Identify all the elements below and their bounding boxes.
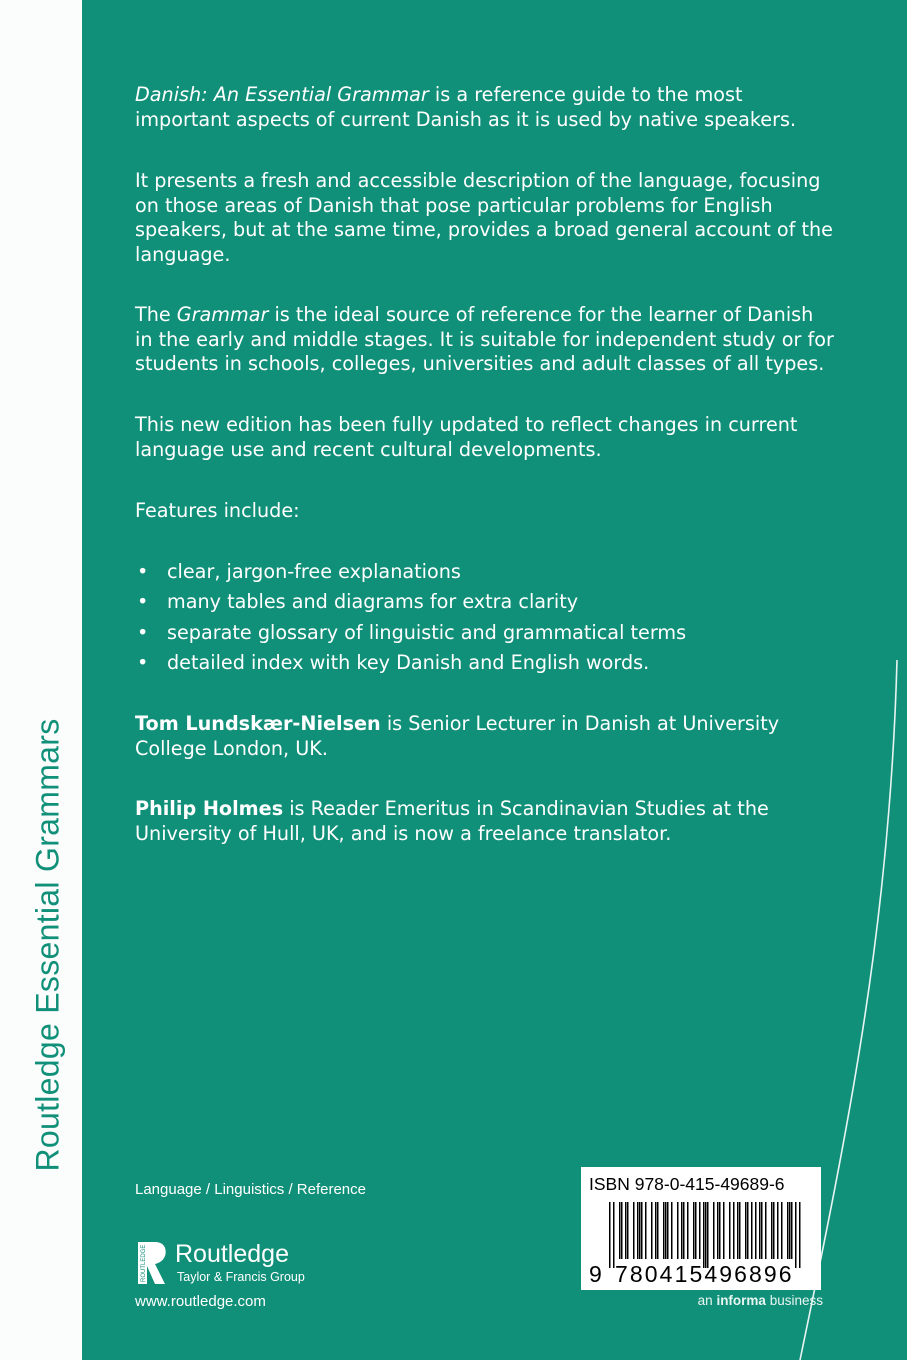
barcode-bar — [745, 1202, 747, 1259]
barcode-bar — [677, 1202, 679, 1259]
barcode-bar — [671, 1202, 673, 1259]
spine — [0, 0, 82, 1360]
barcode-bar — [705, 1202, 707, 1268]
barcode-bar — [663, 1202, 665, 1259]
isbn-label: ISBN 978-0-415-49689-6 — [589, 1174, 785, 1194]
barcode-bar — [627, 1202, 629, 1259]
barcode-bar — [713, 1202, 715, 1259]
author-name: Tom Lundskær-Nielsen — [135, 712, 381, 735]
edition-paragraph: This new edition has been fully updated to reflect changes in current language use and recent cultural developments. — [135, 413, 798, 461]
barcode-bar — [773, 1202, 775, 1259]
barcode-bar — [621, 1202, 623, 1259]
publisher-group: Taylor & Francis Group — [177, 1270, 305, 1284]
barcode-bar — [699, 1202, 701, 1259]
author-name: Philip Holmes — [135, 797, 284, 820]
barcode-bar — [707, 1202, 709, 1268]
logo-mark-text: ROUTLEDGE — [141, 1244, 147, 1282]
book-title-italic: Danish: An Essential Grammar — [135, 83, 429, 106]
barcode-bar — [751, 1202, 753, 1259]
barcode-bar — [665, 1202, 667, 1259]
features-intro: Features include: — [135, 499, 300, 522]
barcode-bar — [625, 1202, 627, 1259]
barcode-bar — [781, 1202, 783, 1259]
barcode-bar — [787, 1202, 789, 1259]
subject-categories: Language / Linguistics / Reference — [135, 1181, 366, 1198]
barcode-bar — [619, 1202, 621, 1259]
feature-item: • separate glossary of linguistic and grammatical terms — [137, 620, 687, 644]
barcode-bar — [655, 1202, 657, 1259]
barcode-bar — [609, 1202, 611, 1268]
feature-item: • many tables and diagrams for extra clarity — [137, 590, 579, 614]
barcode-bar — [719, 1202, 721, 1259]
author-bio: Tom Lundskær-Nielsen is Senior Lecturer in Danish at University College London, UK. — [135, 712, 780, 760]
barcode-first-digit: 9 — [589, 1261, 602, 1287]
barcode-bar — [651, 1202, 653, 1259]
barcode-bar — [789, 1202, 791, 1259]
barcode-bar — [737, 1202, 739, 1259]
barcode-bar — [747, 1202, 749, 1259]
feature-item: • detailed index with key Danish and English words. — [137, 650, 650, 674]
barcode-bar — [755, 1202, 757, 1259]
barcode-bar — [645, 1202, 647, 1259]
barcode-bar — [739, 1202, 741, 1259]
barcode-bar — [791, 1202, 793, 1259]
barcode-bar — [799, 1202, 801, 1268]
barcode-bar — [693, 1202, 695, 1259]
barcode-bar — [771, 1202, 773, 1259]
barcode-bar — [703, 1202, 705, 1268]
description-paragraph: It presents a fresh and accessible description of the language, focusing on those areas of Danish that pose particular problems for English speakers, but at the same time, provides a broad general account of the language. — [135, 169, 833, 266]
barcode-bar — [765, 1202, 767, 1259]
barcode-bar — [733, 1202, 735, 1259]
barcode-bar — [795, 1202, 797, 1268]
barcode-bar — [729, 1202, 731, 1259]
barcode-bar — [657, 1202, 659, 1259]
barcode-bar — [687, 1202, 689, 1259]
barcode-bar — [717, 1202, 719, 1259]
features-list — [135, 560, 686, 681]
publisher-name: Routledge — [175, 1240, 289, 1268]
barcode-bar — [777, 1202, 779, 1259]
barcode-bar — [667, 1202, 669, 1259]
feature-item: • clear, jargon-free explanations — [137, 560, 461, 583]
barcode-bar — [695, 1202, 697, 1259]
barcode-bar — [683, 1202, 685, 1259]
barcode-bar — [761, 1202, 763, 1259]
series-title: Routledge Essential Grammars — [29, 718, 66, 1172]
barcode-bar — [723, 1202, 725, 1259]
barcode-bar — [681, 1202, 683, 1259]
informa-business-tag: an informa business — [697, 1293, 823, 1308]
barcode-digits: 780415496896 — [615, 1261, 794, 1287]
bullet-icon: • — [137, 620, 149, 644]
isbn-barcode — [581, 1167, 821, 1290]
barcode-bar — [637, 1202, 639, 1259]
barcode-bar — [633, 1202, 635, 1259]
bullet-icon: • — [137, 560, 149, 583]
intro-paragraph: Danish: An Essential Grammar is a reference guide to the most important aspects of current Danish as it is used by native speakers. — [135, 83, 797, 131]
barcode-bar — [639, 1202, 641, 1259]
barcode-bar — [613, 1202, 615, 1268]
author-bio: Philip Holmes is Reader Emeritus in Scandinavian Studies at the University of Hull, UK, and is now a freelance translator. — [135, 797, 769, 845]
bullet-icon: • — [137, 590, 149, 614]
barcode-bar — [759, 1202, 761, 1259]
audience-paragraph: The Grammar is the ideal source of reference for the learner of Danish in the early and middle stages. It is suitable for independent study or for students in schools, colleges, universities and adult classes of all types. — [135, 303, 834, 375]
publisher-website[interactable]: www.routledge.com — [135, 1293, 266, 1310]
routledge-logo-icon — [135, 1240, 169, 1286]
bullet-icon: • — [137, 650, 149, 674]
barcode-bar — [641, 1202, 643, 1259]
